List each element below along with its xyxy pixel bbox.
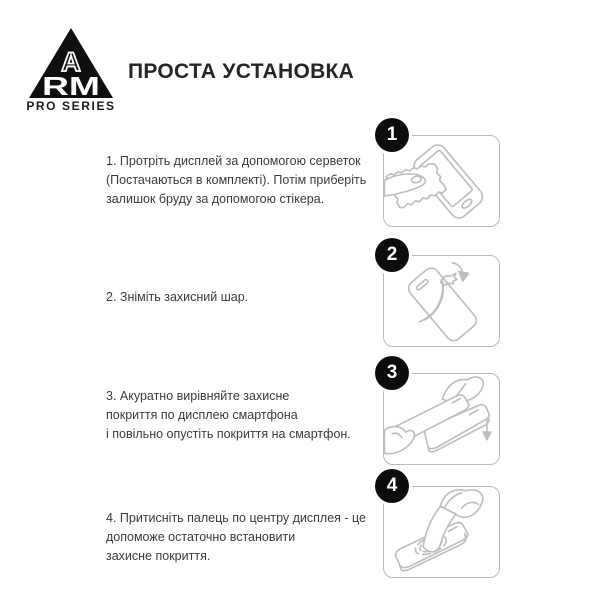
step-3-line-2: покриття по дисплею смартфона	[106, 408, 298, 422]
step-2-number-badge: 2	[375, 238, 409, 272]
step-1-text	[106, 152, 384, 209]
step-1-line-3: залишок бруду за допомогою стікера.	[106, 192, 325, 206]
left-hand-icon	[384, 427, 414, 454]
step-2-line-1: 2. Зніміть захисний шар.	[106, 290, 249, 304]
logo-letter-a: A	[61, 47, 81, 77]
step-1-line-2: (Постачаються в комплекті). Потім приберіть	[106, 173, 367, 187]
step-3-line-1: 3. Акуратно вирівняйте захисне	[106, 389, 290, 403]
logo-letters-rm: RM	[42, 71, 100, 100]
step-1-figure	[375, 118, 510, 243]
step-3-number-badge: 3	[375, 356, 409, 390]
down-arrow-icon	[483, 419, 491, 440]
step-3-figure	[375, 356, 510, 481]
arm-pro-series-logo	[27, 26, 115, 100]
page-title: ПРОСТА УСТАНОВКА	[128, 60, 355, 83]
step-4-number-badge: 4	[375, 469, 409, 503]
step-3-line-3: і повільно опустіть покриття на смартфон.	[106, 427, 351, 441]
step-2-figure	[375, 238, 510, 363]
step-1-line-1: 1. Протріть дисплей за допомогою серветок	[106, 154, 361, 168]
step-4-line-1: 4. Притисніть палець по центру дисплея - це	[106, 511, 366, 525]
step-3-text	[106, 387, 384, 444]
step-4-line-3: захисне покриття.	[106, 549, 211, 563]
logo-series-label: PRO SERIES	[26, 99, 116, 113]
step-2-text	[106, 288, 384, 307]
step-4-line-2: допоможе остаточно встановити	[106, 530, 296, 544]
step-4-text	[106, 509, 384, 566]
step-1-number-badge: 1	[375, 118, 409, 152]
step-4-figure	[375, 469, 510, 594]
protector-outline-icon	[405, 265, 479, 344]
